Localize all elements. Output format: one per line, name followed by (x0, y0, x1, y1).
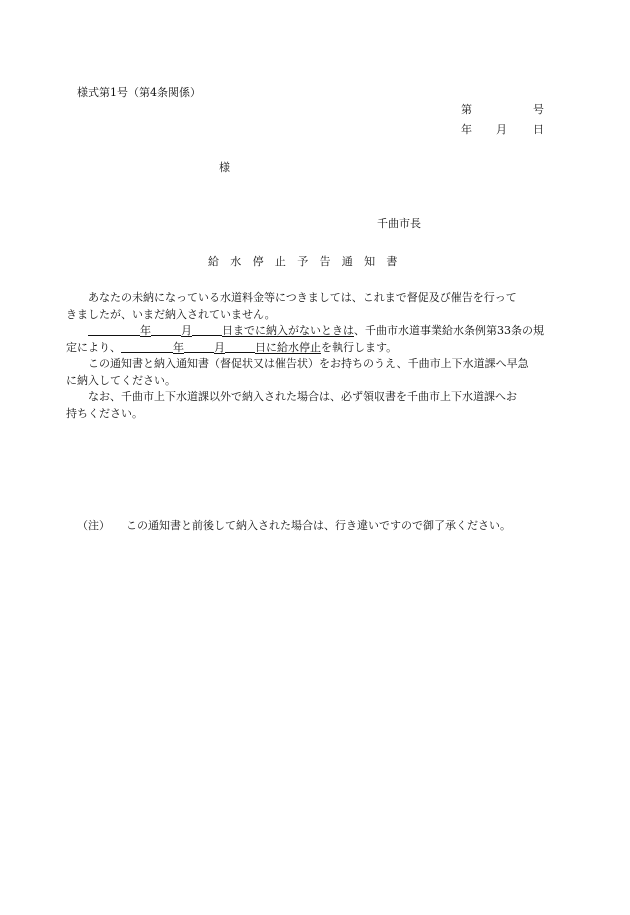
sender-name: 千曲市長 (377, 217, 421, 230)
paragraph-3-line-2: に納入してください。 (66, 373, 176, 387)
paragraph-2-month: 月 (181, 324, 192, 337)
paragraph-2-year-2: 年 (173, 340, 184, 354)
issue-date (461, 123, 544, 137)
blank-year-field-2 (121, 340, 173, 353)
note (77, 519, 511, 533)
paragraph-1-line-1: あなたの未納になっている水道料金等につきましては、これまで督促及び催告を行って (88, 291, 517, 304)
note-text: この通知書と前後して納入された場合は、行き違いですので御了承ください。 (126, 519, 511, 532)
issue-number-suffix: 号 (533, 103, 544, 116)
paragraph-2 (66, 323, 555, 356)
blank-day-field (192, 323, 222, 336)
issue-date-day: 日 (533, 123, 544, 136)
paragraph-2-rest: 、千曲市水道事業給水条例第33条の規 (354, 324, 544, 337)
paragraph-4-line-1: なお、千曲市上下水道課以外で納入された場合は、必ず領収書を千曲市上下水道課へお (88, 390, 517, 403)
paragraph-2-month-2: 月 (214, 340, 225, 354)
document-title: 給水停止予告通知書 (208, 255, 409, 268)
form-number: 様式第1号（第4条関係） (77, 86, 201, 99)
paragraph-2-end: を執行します。 (321, 340, 398, 354)
blank-month-field (151, 323, 181, 336)
paragraph-1-line-2: きましたが、いまだ納入されていません。 (66, 307, 276, 321)
paragraph-3 (66, 356, 555, 389)
paragraph-1 (66, 290, 555, 323)
paragraph-3-line-1: この通知書と納入通知書（督促状又は催告状）をお持ちのうえ、千曲市上下水道課へ早急 (88, 357, 529, 370)
issue-date-year: 年 (461, 123, 472, 136)
issue-number-prefix: 第 (461, 103, 472, 116)
paragraph-2-stop-text: 日に給水停止 (255, 340, 321, 354)
issue-date-month: 月 (496, 123, 507, 136)
paragraph-2-deadline-text: 日までに納入がないときは (222, 324, 354, 337)
blank-day-field-2 (225, 340, 255, 353)
blank-month-field-2 (184, 340, 214, 353)
addressee-suffix: 様 (219, 161, 230, 174)
issue-number (461, 103, 544, 117)
paragraph-2-line-2-start: 定により、 (66, 340, 121, 354)
paragraph-4-line-2: 持ちください。 (66, 406, 143, 420)
paragraph-2-line-2 (66, 341, 397, 354)
paragraph-4 (66, 389, 555, 422)
paragraph-2-line-1 (88, 324, 544, 337)
document-body (66, 290, 555, 422)
paragraph-2-year: 年 (140, 324, 151, 337)
blank-year-field (88, 323, 140, 336)
note-label: （注） (77, 519, 110, 532)
